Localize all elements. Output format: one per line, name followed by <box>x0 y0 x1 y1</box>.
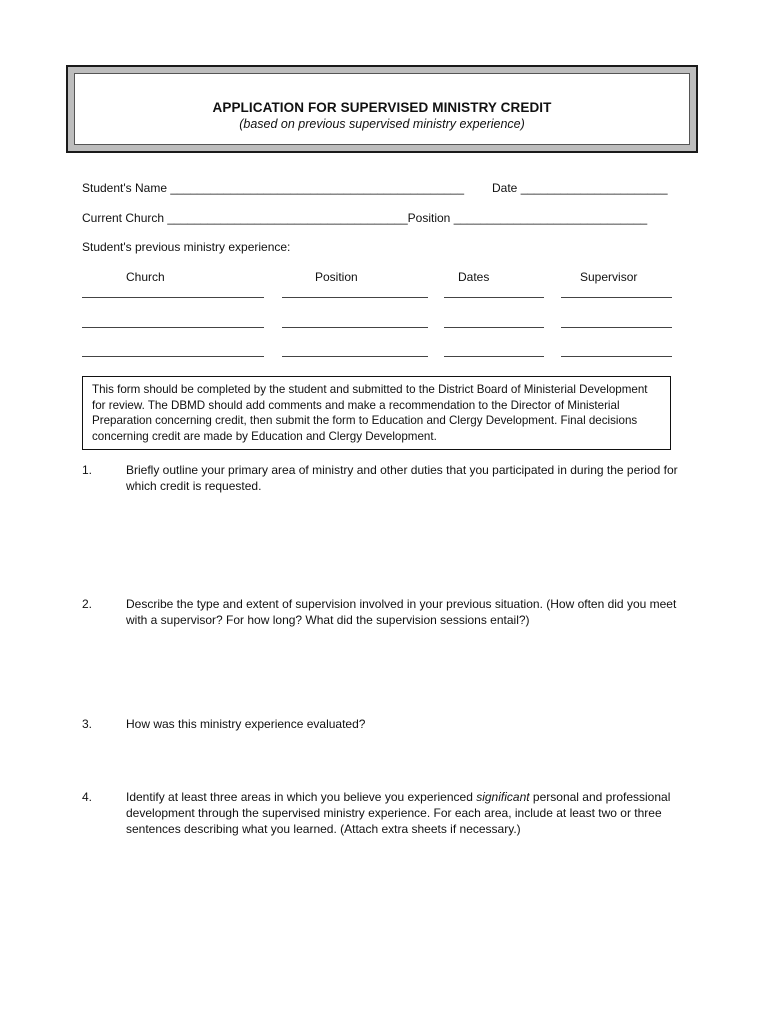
question-4-number: 4. <box>82 790 93 804</box>
current-church-row <box>82 211 647 225</box>
title-box <box>66 65 698 153</box>
question-2-text: Describe the type and extent of supervision involved in your previous situation. (How often did you meet with a supervisor? For how long? What did the supervision sessions entail?) <box>126 597 677 627</box>
position-label: Position <box>407 211 451 225</box>
instructions-notice: This form should be completed by the student and submitted to the District Board of Ministerial Development for review. The DBMD should add comments and make a recommendation to the Director of Ministerial Preparation concerning credit, then submit the form to Education and Clergy Development. Final decisions concerning credit are made by Education and Clergy Development. <box>82 376 671 450</box>
question-4-text <box>126 789 696 837</box>
row2-position-field[interactable] <box>282 327 428 328</box>
column-header-supervisor: Supervisor <box>580 270 638 284</box>
row1-position-field[interactable] <box>282 297 428 298</box>
date-label: Date <box>492 181 518 195</box>
position-field[interactable]: _____________________________ <box>453 211 648 225</box>
row3-supervisor-field[interactable] <box>561 356 672 357</box>
row3-church-field[interactable] <box>82 356 264 357</box>
row1-supervisor-field[interactable] <box>561 297 672 298</box>
row1-church-field[interactable] <box>82 297 264 298</box>
column-header-dates: Dates <box>458 270 490 284</box>
date-field[interactable]: ______________________ <box>520 181 668 195</box>
current-church-field[interactable]: ____________________________________ <box>167 211 408 225</box>
question-3-text: How was this ministry experience evaluated? <box>126 717 366 731</box>
question-2-number: 2. <box>82 597 93 611</box>
row3-dates-field[interactable] <box>444 356 544 357</box>
row1-dates-field[interactable] <box>444 297 544 298</box>
student-name-row <box>82 181 464 195</box>
question-3-number: 3. <box>82 717 93 731</box>
question-4-text-after: personal and professional development through the supervised ministry experience. For each area, include at least two or three sentences describing what you learned. (Attach extra sheets if necessary.) <box>126 790 671 836</box>
question-1-number: 1. <box>82 463 93 477</box>
question-4-text-before: Identify at least three areas in which you believe you experienced <box>126 790 477 804</box>
current-church-label: Current Church <box>82 211 165 225</box>
row2-supervisor-field[interactable] <box>561 327 672 328</box>
column-header-position: Position <box>315 270 358 284</box>
row2-dates-field[interactable] <box>444 327 544 328</box>
title-inner <box>74 73 690 145</box>
row2-church-field[interactable] <box>82 327 264 328</box>
student-name-field[interactable]: ____________________________________________ <box>170 181 465 195</box>
experience-label: Student's previous ministry experience: <box>82 240 291 254</box>
question-4-emphasis: significant <box>476 790 530 804</box>
form-title: APPLICATION FOR SUPERVISED MINISTRY CREDIT <box>212 100 552 115</box>
date-row <box>492 181 668 195</box>
student-name-label: Student's Name <box>82 181 168 195</box>
column-header-church: Church <box>126 270 165 284</box>
form-subtitle: (based on previous supervised ministry experience) <box>239 117 525 131</box>
question-1-text: Briefly outline your primary area of ministry and other duties that you participated in during the period for which credit is requested. <box>126 463 678 493</box>
row3-position-field[interactable] <box>282 356 428 357</box>
